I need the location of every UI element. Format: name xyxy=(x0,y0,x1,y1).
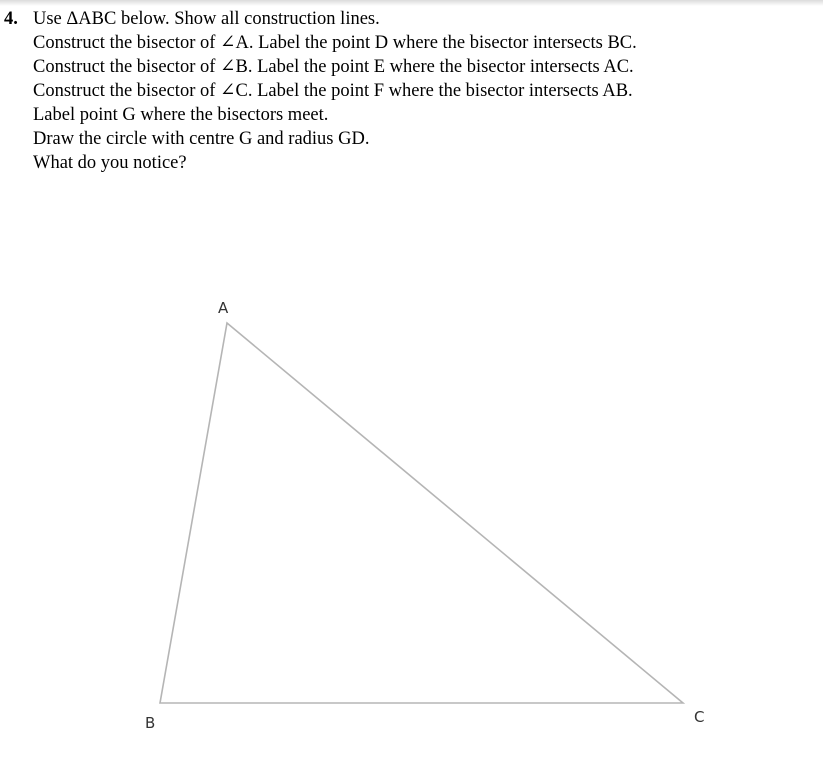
instruction-line: Construct the bisector of ∠B. Label the point E where the bisector intersects AC. xyxy=(33,57,634,77)
question-number: 4. xyxy=(4,9,18,29)
vertex-label-a: A xyxy=(218,299,229,317)
instruction-line: Label point G where the bisectors meet. xyxy=(33,105,329,125)
instruction-line: Draw the circle with centre G and radius GD. xyxy=(33,129,370,149)
instruction-line: Construct the bisector of ∠C. Label the point F where the bisector intersects AB. xyxy=(33,81,633,101)
triangle-abc xyxy=(160,323,683,703)
vertex-label-c: C xyxy=(694,708,705,726)
vertex-label-b: B xyxy=(145,714,156,732)
instruction-line: Construct the bisector of ∠A. Label the point D where the bisector intersects BC. xyxy=(33,33,637,53)
question-intro: Use ΔABC below. Show all construction lines. xyxy=(33,9,380,29)
instruction-line: What do you notice? xyxy=(33,153,187,173)
